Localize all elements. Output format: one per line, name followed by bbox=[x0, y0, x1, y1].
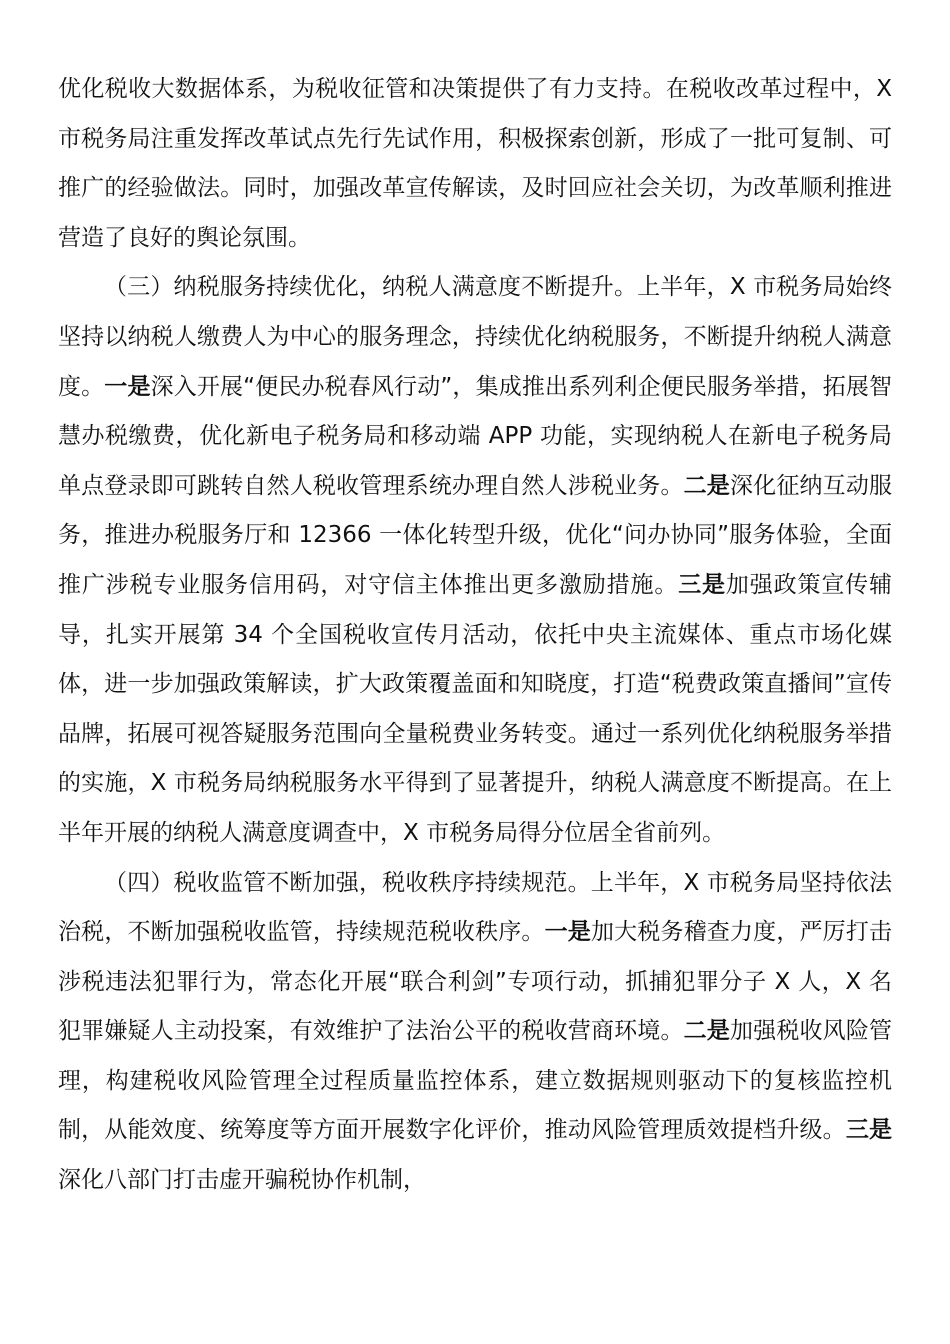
bold-marker-third: 三是 bbox=[845, 1117, 893, 1144]
text-run: 加大税务稽查力度，严厉打击涉税违法犯罪行为，常态化开展“联合利剑”专项行动，抓捕犯罪分子 X 人，X 名犯罪嫌疑人主动投案，有效维护了法治公平的税收营商环境。 bbox=[58, 919, 893, 1045]
paragraph-section-four bbox=[58, 859, 892, 1206]
section-heading-text: （四）税收监管不断加强，税收秩序持续规范。上半年，X 市税务局坚持依法治税，不断加强税收监管，持续规范税收秩序。 bbox=[58, 869, 892, 946]
bold-marker-first: 一是 bbox=[544, 919, 591, 946]
section-heading-text: （三）纳税服务持续优化，纳税人满意度不断提升。上半年，X 市税务局始终坚持以纳税人缴费人为中心的服务理念，持续优化纳税服务，不断提升纳税人满意度。 bbox=[58, 274, 892, 400]
text-run: 加强税收风险管理，构建税收风险管理全过程质量监控体系，建立数据规则驱动下的复核监控机制，从能效度、统筹度等方面开展数字化评价，推动风险管理质效提档升级。 bbox=[58, 1018, 893, 1144]
bold-marker-third: 三是 bbox=[678, 571, 726, 598]
document-body bbox=[58, 65, 892, 1206]
bold-marker-second: 二是 bbox=[683, 472, 730, 499]
text-run: 深入开展“便民办税春风行动”，集成推出系列利企便民服务举措，拓展智慧办税缴费，优化新电子税务局和移动端 APP 功能，实现纳税人在新电子税务局单点登录即可跳转自然人税收管理系统办理自然人涉税业务。 bbox=[58, 373, 893, 499]
paragraph-section-three bbox=[58, 263, 892, 858]
bold-marker-first: 一是 bbox=[104, 373, 151, 400]
paragraph-continuation bbox=[58, 65, 892, 263]
text-run: 加强政策宣传辅导，扎实开展第 34 个全国税收宣传月活动，依托中央主流媒体、重点市场化媒体，进一步加强政策解读，扩大政策覆盖面和知晓度，打造“税费政策直播间”宣传品牌，拓展可视答疑服务范围向全量税费业务转变。通过一系列优化纳税服务举措的实施，X 市税务局纳税服务水平得到了显著提升，纳税人满意度不断提高。在上半年开展的纳税人满意度调查中，X 市税务局得分位居全省前列。 bbox=[58, 571, 893, 846]
text-run: 优化税收大数据体系，为税收征管和决策提供了有力支持。在税收改革过程中，X 市税务局注重发挥改革试点先行先试作用，积极探索创新，形成了一批可复制、可推广的经验做法。同时，加强改革宣传解读，及时回应社会关切，为改革顺利推进营造了良好的舆论氛围。 bbox=[58, 76, 892, 251]
bold-marker-second: 二是 bbox=[683, 1018, 730, 1045]
text-run: 深化征纳互动服务，推进办税服务厅和 12366 一体化转型升级，优化“问办协同”服务体验，全面推广涉税专业服务信用码，对守信主体推出更多激励措施。 bbox=[58, 472, 893, 598]
text-run: 深化八部门打击虚开骗税协作机制， bbox=[58, 1167, 426, 1194]
